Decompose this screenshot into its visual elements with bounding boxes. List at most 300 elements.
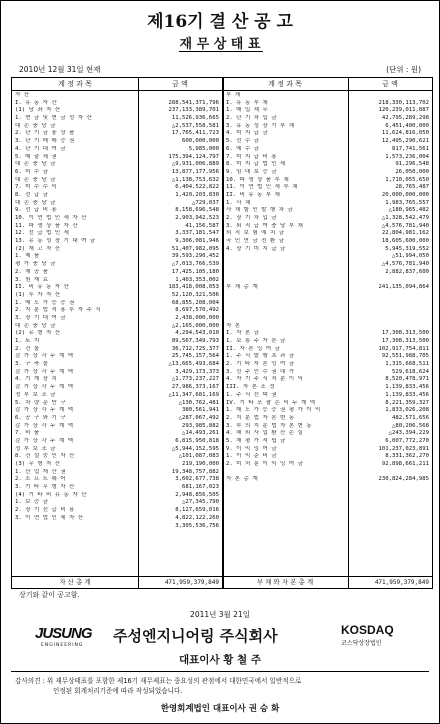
account-amount: 175,394,124,797 [168,153,219,160]
right-account-header: 계 정 과 목 [222,78,348,91]
account-name: V. 이 익 잉 여 금 [226,445,277,452]
account-amount: △4,576,781,940 [381,222,429,229]
account-name: 1. 현 금 및 현 금 성 자 산 [15,115,92,122]
account-name: 1. 사 채 [226,199,251,206]
account-name: 부 채 총 계 [226,284,258,291]
account-amount: 2,948,856,505 [175,491,219,498]
account-name: 8. 선 급 금 [15,191,49,198]
account-amount: 11,526,936,665 [171,115,219,122]
account-amount: 102,917,754,811 [378,345,429,352]
table-row [12,261,222,269]
account-amount: 482,571,656 [391,414,429,421]
account-name: 5. 매 출 채 권 [15,153,57,160]
account-amount: 3,429,173,373 [175,368,219,375]
account-name: 11. 파 생 상 품 자 산 [15,222,78,229]
account-amount: 1,983,765,557 [385,199,429,206]
table-row [12,215,222,223]
account-amount: 17,765,411,723 [171,130,219,137]
account-amount: 600,000,000 [181,138,219,145]
account-name: 7. 비 품 [15,430,40,437]
table-row [223,338,432,346]
account-amount: 817,741,561 [391,145,429,152]
table-row [223,446,432,454]
account-name: 8. 건 설 중 인 자 산 [15,453,75,460]
account-name: 감 가 상 각 누 계 액 [15,437,74,444]
account-amount: 92,551,988,705 [381,353,429,360]
account-amount: △9,931,006,889 [171,161,219,168]
account-amount: 20,000,000,000 [381,191,429,198]
table-row [12,300,222,308]
account-amount: 92,898,661,211 [381,461,429,467]
account-name: 2. 지 분 법 자 본 변 동 [226,414,295,421]
table-row [12,384,222,392]
account-amount: 39,593,290,452 [171,253,219,260]
account-name: 감 가 상 각 누 계 액 [15,407,74,414]
account-amount: △180,965,482 [388,207,429,214]
table-row [12,423,222,431]
account-name: (1) 당 좌 자 산 [15,107,61,114]
account-name: 4. 장 기 미 지 급 금 [226,245,286,252]
balance-sheet-table [11,77,433,589]
table-row [12,246,222,254]
right-amount-header: 금 액 [348,78,432,91]
account-name: 9. 선 급 비 용 [15,207,57,214]
account-amount: 17,308,313,500 [381,330,429,337]
account-amount: 4,822,122,260 [175,514,219,521]
account-name: II. 자 본 잉 여 금 [226,345,280,352]
account-name: 6. 미 수 금 [15,168,49,175]
table-row [223,284,432,292]
account-name: 2. 기 타 자 본 잉 여 금 [226,361,295,368]
table-row [12,154,222,162]
account-name: 평 가 충 당 금 [15,261,56,268]
account-amount: △51,994,050 [391,253,429,260]
audit-opinion-line-2: 인정된 회계처리기준에 따라 작성되었습니다. [53,687,183,695]
table-row [223,315,432,323]
account-amount: 1,139,833,456 [385,391,429,398]
table-row [12,400,222,408]
table-row [12,284,222,292]
account-name: 3. 퇴 직 급 여 충 당 부 채 [226,222,303,229]
account-amount: 52,120,321,506 [171,291,219,298]
account-amount: 22,804,981,162 [381,230,429,237]
table-row [12,338,222,346]
table-row [12,123,222,131]
account-name: II. 비 유 동 자 산 [15,284,69,291]
table-row [223,346,432,354]
account-name: 13. 유 동 성 장 기 대 여 금 [15,238,96,245]
table-row [12,407,222,415]
table-row [12,169,222,177]
account-name: 10. 이 연 법 인 세 자 산 [15,215,87,221]
account-name: 감 가 상 각 누 계 액 [15,384,74,391]
table-row [223,438,432,446]
table-row [12,523,222,531]
account-amount: 241,135,094,864 [378,284,429,291]
account-name: 6. 예 수 금 [226,145,260,152]
account-amount: 2,882,837,600 [385,268,429,275]
account-amount: 1,833,026,208 [385,407,429,414]
account-name: 2. 지 분 법 적 용 투 자 주 식 [15,307,101,314]
table-row [223,130,432,138]
table-row [223,430,432,438]
table-row [223,353,432,361]
account-amount: 230,824,284,985 [378,476,429,483]
table-row [12,230,222,238]
account-name: 1. 매 도 가 능 증 권 [15,299,75,306]
account-amount: 1,139,833,456 [385,384,429,391]
account-amount: 3,602,677,738 [175,476,219,483]
account-name: I. 유 동 자 산 [15,99,57,106]
account-name: 1. 제 품 [15,253,40,260]
account-amount: 42,795,289,298 [381,115,429,122]
account-name: 1. 토 지 [15,338,40,344]
account-amount: 219,190,000 [181,461,219,467]
table-row [12,346,222,354]
account-name: I. 자 본 금 [226,330,260,337]
account-amount: 1,420,203,830 [175,191,219,198]
account-amount: △287,067,492 [178,414,219,421]
account-name: 대 손 충 당 금 [15,122,56,129]
footer-divider [11,671,429,672]
table-row [223,192,432,200]
account-name: 2. 미 처 분 이 익 잉 여 금 [226,461,303,467]
account-name: II. 비 유 동 부 채 [226,191,280,198]
account-amount: △1,138,753,632 [171,176,219,183]
account-name: 4. 단 기 대 여 금 [15,145,66,152]
table-row [223,161,432,169]
account-amount: 68,855,208,004 [171,299,219,306]
table-row [223,261,432,269]
account-name: 1. 보 증 금 [15,499,49,506]
totals-row [12,576,432,588]
table-row [223,215,432,223]
table-row [12,192,222,200]
table-row [223,269,432,277]
table-row [223,154,432,162]
table-row [223,277,432,285]
account-name: 9. 임 대 보 증 금 [226,168,277,175]
account-amount: 9,306,081,946 [175,238,219,245]
account-name: 정 부 보 조 금 [15,391,56,398]
account-name: 3. 유 동 성 장 기 부 채 [226,122,295,129]
table-row [223,323,432,331]
account-amount: 101,237,023,891 [378,445,429,452]
table-row [12,292,222,300]
account-name: 12. 선 급 법 인 세 [15,230,69,237]
table-row [223,238,432,246]
table-row [223,400,432,408]
table-row [12,146,222,154]
account-amount: 89,567,349,793 [171,338,219,344]
account-name: 10. 파 생 상 품 부 채 [226,176,289,183]
account-amount: 288,541,371,796 [168,99,219,106]
account-amount: △13,665,493,684 [168,361,219,368]
account-amount: △1,328,542,479 [381,215,429,221]
account-name: 감 가 상 각 누 계 액 [15,368,74,375]
table-row [223,123,432,131]
table-row [12,361,222,369]
table-row [223,184,432,192]
account-name: 2. 장 기 선 급 비 용 [15,507,75,514]
account-amount: 41,156,587 [185,222,219,229]
account-name: 1. 매 도 가 능 증 권 평 가 이 익 [226,407,321,414]
table-row [223,361,432,369]
account-amount: 120,239,011,887 [378,107,429,114]
account-name: 2. 건 물 [15,345,40,352]
account-amount: 1,403,353,002 [175,276,219,283]
unit-label: (단위 : 원) [386,65,421,74]
account-name: 5. 재 평 가 적 립 금 [226,437,286,444]
table-row [223,107,432,115]
subtitle-underline [179,51,263,52]
table-row [223,423,432,431]
account-amount: 51,407,982,095 [171,245,219,252]
account-amount: △243,394,229 [388,430,429,437]
table-row [12,492,222,500]
total-liabilities-equity-label: 부 채 와 자 본 총 계 [256,578,314,586]
assets-column [12,92,222,530]
account-amount: 8,331,362,270 [385,453,429,460]
table-row [12,323,222,331]
table-row [223,415,432,423]
account-name: 7. 미 지 급 비 용 [226,153,277,160]
account-name: 3. 이 연 법 인 세 자 산 [15,514,84,521]
table-row [12,277,222,285]
account-amount: 11,624,816,050 [381,130,429,137]
account-name: (3) 무 형 자 산 [15,461,61,467]
table-row [223,253,432,261]
account-name: I. 유 동 부 채 [226,99,268,106]
table-row [223,376,432,384]
table-row [12,446,222,454]
account-name: 1. 보 통 주 자 본 금 [226,338,286,344]
total-assets-amount: 471,959,379,849 [164,579,219,586]
table-row [223,146,432,154]
table-row [223,292,432,300]
account-amount: 3,305,536,756 [175,522,219,529]
account-amount: 27,986,373,167 [171,384,219,391]
table-row [12,100,222,108]
account-amount: △5,944,152,595 [171,445,219,452]
table-row [223,223,432,231]
account-amount: 3,337,181,547 [175,230,219,237]
account-amount: 91,296,548 [395,161,429,168]
account-name: 1. 산 업 재 산 권 [15,468,66,475]
account-amount: 183,418,008,053 [168,284,219,291]
page-subtitle: 재 무 상 태 표 [179,37,261,52]
table-row [223,392,432,400]
report-date: 2010년 12월 31일 현재 [19,65,101,74]
table-row [223,453,432,461]
table-row [12,461,222,469]
liabilities-equity-column [223,92,432,484]
total-liabilities-equity-amount: 471,959,379,849 [374,579,429,586]
account-name: 3. 부 의 지 분 법 자 본 변 동 [226,422,312,429]
account-amount: 293,985,882 [181,422,219,429]
table-row [12,330,222,338]
account-amount: 19,348,757,882 [171,468,219,475]
table-row [223,92,432,100]
account-amount: 237,133,389,701 [168,107,219,114]
account-amount: 8,221,359,327 [385,399,429,406]
account-amount: △27,345,790 [181,499,219,506]
account-name: 감 가 상 각 누 계 액 [15,353,74,360]
table-row [12,392,222,400]
account-name: 2. 단 기 금 융 상 품 [15,130,75,137]
publication-date: 2011년 3월 21일 [190,610,250,619]
account-name: 5. 차 량 운 반 구 [15,399,66,406]
table-row [223,177,432,185]
account-amount: 1,315,668,511 [385,361,429,368]
ceo-name: 대표이사 황 철 주 [179,654,261,666]
account-name: IV. 기 타 포 괄 손 익 누 계 액 [226,399,316,406]
account-amount: 6,815,950,818 [175,437,219,444]
account-name: 1. 이 익 준 비 금 [226,453,277,460]
account-name: 대 손 충 당 금 [15,199,56,206]
account-amount: 380,561,941 [181,407,219,414]
account-name: 2. 단 기 차 입 금 [226,115,277,122]
account-amount: 6,404,522,822 [175,184,219,191]
account-amount: 1,710,055,650 [385,176,429,183]
account-name: III. 자 본 조 정 [226,384,275,391]
account-amount: 12,495,290,621 [381,138,429,145]
table-row [12,92,222,100]
table-row [12,223,222,231]
account-name: 자 산 [15,92,30,98]
account-amount: △2,537,558,581 [171,122,219,129]
account-amount: 1,573,236,004 [385,153,429,160]
account-amount: 17,308,313,500 [381,338,429,344]
kosdaq-logo: KOSDAQ [341,623,394,637]
account-name: 정 부 보 조 금 [15,445,56,452]
account-amount: 5,945,319,552 [385,245,429,252]
table-row [12,307,222,315]
account-amount: 8,158,696,548 [175,207,219,214]
table-row [223,300,432,308]
account-name: 3. 구 축 물 [15,361,49,368]
table-row [12,369,222,377]
account-name: 3. 기 타 무 형 자 산 [15,484,75,491]
table-row [223,246,432,254]
table-row [223,200,432,208]
account-amount: 36,712,725,377 [171,345,219,352]
table-row [12,430,222,438]
table-row [12,130,222,138]
account-amount: △2,165,000,000 [171,322,219,329]
table-row [12,507,222,515]
announcement-note: 상기와 같이 공고함. [19,591,80,599]
account-name: 3. 장 기 대 여 금 [15,314,66,321]
account-name: 2. 재 공 품 [15,268,49,275]
account-name: 8. 미 지 급 법 인 세 [226,161,286,168]
account-amount: 18,605,600,000 [381,238,429,245]
page-title: 제16기 결 산 공 고 [147,12,293,32]
account-name: 자 본 [226,322,241,329]
account-amount: 8,127,659,016 [175,507,219,514]
table-row [12,269,222,277]
account-name: 1. 주 식 발 행 초 과 금 [226,353,295,360]
account-amount: △14,493,261 [181,430,219,437]
table-row [12,415,222,423]
account-name: 4. 해 외 사 업 환 산 손 실 [226,430,303,437]
account-amount: △1,773,237,227 [171,376,219,383]
table-row [12,184,222,192]
table-row [12,200,222,208]
left-account-header: 계 정 과 목 [12,78,138,91]
audit-opinion-line-1: 감사의견 : 위 재무상태표를 포함한 제16기 재무제표는 중요성의 관점에서 대한민국에서 일반적으로 [15,677,302,685]
account-name: 4. 자 기 주 식 처 분 이 익 [226,376,303,383]
account-name: 7. 미 수 수 익 [15,184,57,191]
account-name: 3. 신 주 인 수 권 대 가 [226,368,295,375]
table-row [223,476,432,484]
table-row [12,484,222,492]
account-amount: 25,745,157,564 [171,353,219,360]
account-name: 1. 주 식 선 택 권 [226,391,277,398]
account-amount: △4,576,781,940 [381,261,429,268]
account-name: (1) 투 자 자 산 [15,291,61,298]
table-row [12,438,222,446]
company-logo-subtext: ENGINEERING [41,643,84,648]
table-row [12,515,222,523]
account-name: 3. 원 재 료 [15,276,49,283]
company-logo: JUSUNG [35,625,92,642]
account-name: 부 채 [226,92,241,98]
table-row [12,469,222,477]
account-name: 2. 장 기 차 입 금 [226,215,277,221]
account-name: 퇴 직 보 험 예 치 금 [226,230,285,237]
account-name: 6. 공 구 와 기 구 [15,414,66,421]
table-row [12,315,222,323]
account-amount: 17,425,105,180 [171,268,219,275]
account-name: (2) 재 고 자 산 [15,245,61,252]
table-row [223,138,432,146]
account-name: 11. 이 연 법 인 세 부 채 [226,184,298,191]
kosdaq-listed-label: 코스닥상장법인 [341,640,382,647]
account-amount: 28,765,487 [395,184,429,191]
table-row [223,469,432,477]
table-row [12,161,222,169]
table-row [223,407,432,415]
account-name: 3. 단 기 매 매 증 권 [15,138,75,145]
account-amount: △130,762,481 [178,399,219,406]
account-name: (2) 유 형 자 산 [15,330,61,337]
table-row [12,253,222,261]
table-row [223,461,432,469]
account-name: 2. 소 프 트 웨 어 [15,476,66,483]
account-name: 대 손 충 당 금 [15,176,56,183]
account-name: 대 손 충 당 금 [15,322,56,329]
table-row [12,138,222,146]
table-row [223,384,432,392]
table-row [12,207,222,215]
account-amount: △80,206,568 [391,422,429,429]
account-amount: 681,167,023 [181,484,219,491]
account-amount: △11,347,681,169 [168,391,219,398]
account-name: 4. 기 계 장 치 [15,376,57,383]
account-amount: 2,903,942,523 [175,215,219,221]
account-name: 대 손 충 당 금 [15,161,56,168]
account-name: 1. 매 입 채 무 [226,107,268,114]
account-amount: 2,438,000,000 [175,314,219,321]
table-row [12,115,222,123]
left-amount-header: 금 액 [138,78,222,91]
account-amount: 13,877,177,956 [171,168,219,175]
account-amount: 529,618,624 [391,368,429,375]
account-amount: 26,050,000 [395,168,429,175]
table-row [12,476,222,484]
account-name: 국 민 연 금 전 환 금 [226,238,285,245]
